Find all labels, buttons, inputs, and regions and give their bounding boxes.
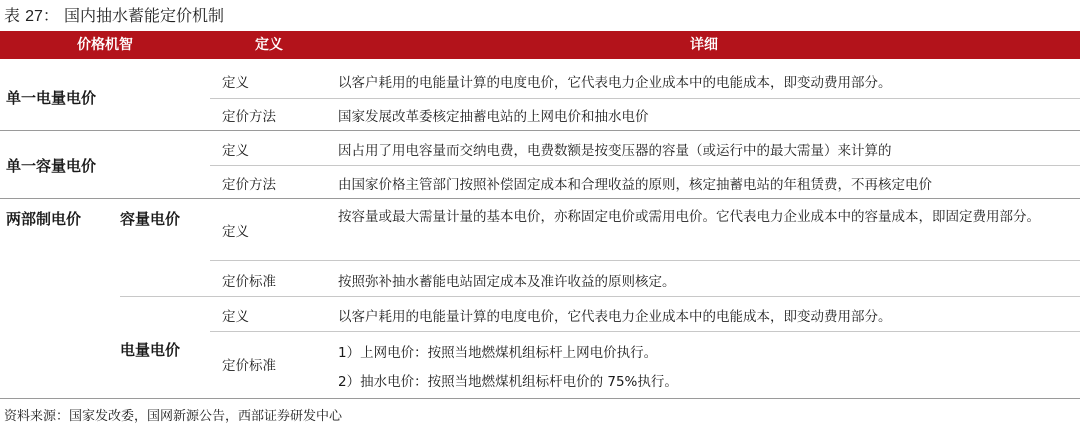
single-capacity-def-text: 因占用了用电容量而交纳电费，电费数额是按变压器的容量（或运行中的最大需量）来计算的 [338,143,892,159]
two-part-energy-std-label: 定价标准 [222,358,276,374]
header-col-detail: 详细 [690,37,718,53]
table-header [0,31,1080,59]
row-label-single-capacity: 单一容量电价 [6,157,97,175]
two-part-capacity-std-label: 定价标准 [222,274,276,290]
table-title [4,4,224,28]
divider [210,260,1080,261]
header-col-definition: 定义 [255,37,283,53]
title-text: 国内抽水蓄能定价机制 [64,6,225,25]
two-part-capacity-std-text: 按照弥补抽水蓄能电站固定成本及准许收益的原则核定。 [338,274,676,290]
two-part-capacity-def-text: 按容量或最大需量计量的基本电价，亦称固定电价或需用电价。它代表电力企业成本中的容量成本，即固定费用部分。 [338,209,1040,225]
two-part-energy-label: 电量电价 [120,341,181,359]
title-prefix: 表 [4,6,21,25]
single-capacity-method-label: 定价方法 [222,177,276,193]
two-part-energy-def-label: 定义 [222,309,249,325]
section-divider [0,198,1080,199]
divider [210,331,1080,332]
title-colon: ： [42,6,59,25]
divider [210,98,1080,99]
single-capacity-def-label: 定义 [222,143,249,159]
two-part-energy-std-item-1: 1）上网电价：按照当地燃煤机组标杆上网电价执行。 [338,345,658,361]
two-part-capacity-label: 容量电价 [120,210,181,228]
single-energy-method-label: 定价方法 [222,109,276,125]
section-divider [0,130,1080,131]
table-bottom-border [0,398,1080,399]
source-note: 资料来源：国家发改委，国网新源公告，西部证券研发中心 [4,409,343,424]
single-energy-def-text: 以客户耗用的电能量计算的电度电价，它代表电力企业成本中的电能成本，即变动费用部分。 [338,75,892,91]
two-part-energy-std-item-2: 2）抽水电价：按照当地燃煤机组标杆电价的 75%执行。 [338,374,678,390]
divider [210,165,1080,166]
title-number: 27 [25,8,43,25]
single-capacity-method-text: 由国家价格主管部门按照补偿固定成本和合理收益的原则，核定抽蓄电站的年租赁费，不再核定电价 [338,177,932,193]
row-label-two-part: 两部制电价 [6,210,82,228]
two-part-capacity-def-label: 定义 [222,224,249,240]
subsection-divider [120,296,1080,297]
row-label-single-energy: 单一电量电价 [6,89,97,107]
single-energy-method-text: 国家发展改革委核定抽蓄电站的上网电价和抽水电价 [338,109,649,125]
single-energy-def-label: 定义 [222,75,249,91]
two-part-energy-def-text: 以客户耗用的电能量计算的电度电价，它代表电力企业成本中的电能成本，即变动费用部分。 [338,309,892,325]
header-col-mechanism: 价格机智 [77,37,133,53]
